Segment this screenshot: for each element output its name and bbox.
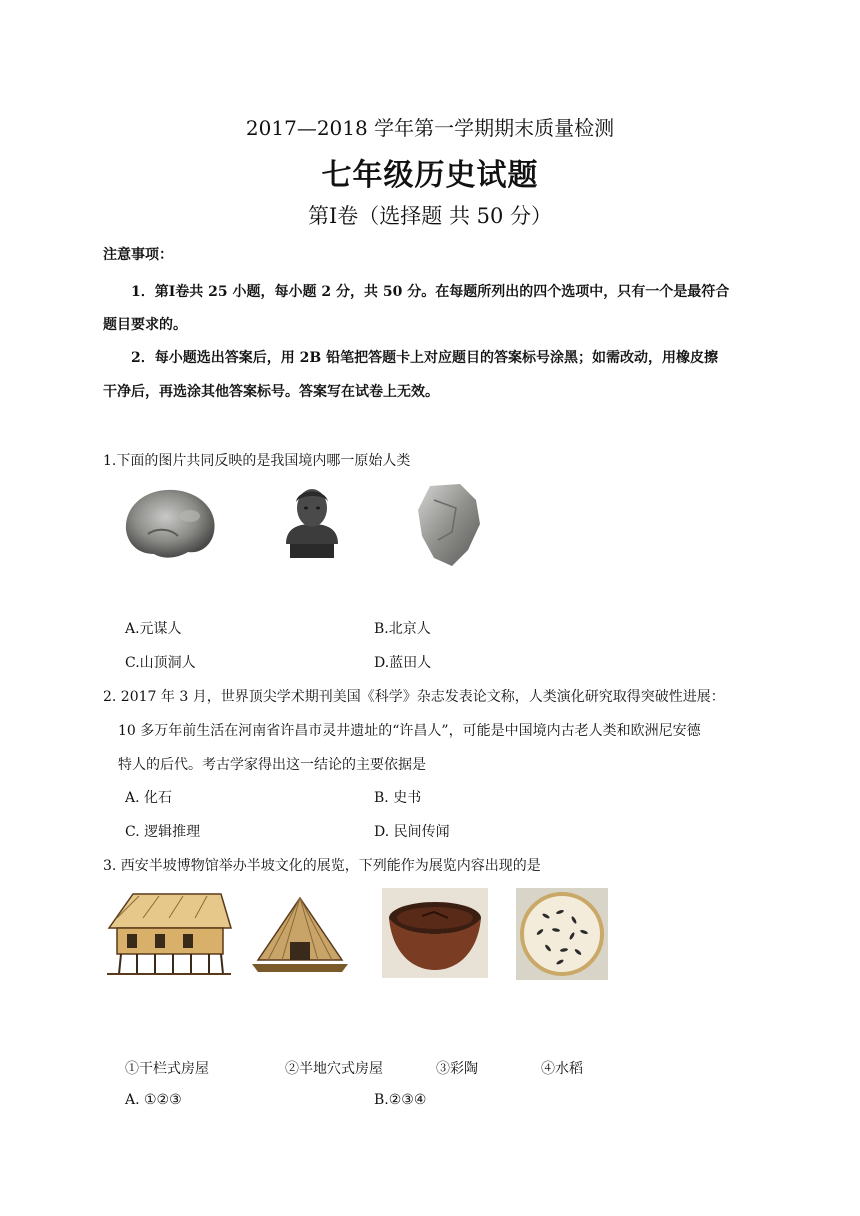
q2-option-d[interactable]: D. 民间传闻 xyxy=(374,824,450,840)
notice-item2-line2: 干净后，再选涂其他答案标号。答案写在试卷上无效。 xyxy=(103,384,439,400)
q3-option-b[interactable]: B.②③④ xyxy=(374,1092,427,1108)
q3-item-2: ②半地穴式房屋 xyxy=(285,1061,383,1077)
exam-title: 七年级历史试题 xyxy=(321,158,539,193)
painted-pottery-image xyxy=(382,888,488,978)
q2-option-c[interactable]: C. 逻辑推理 xyxy=(125,824,201,840)
skull-fossil-image xyxy=(118,482,222,562)
q1-option-c[interactable]: C.山顶洞人 xyxy=(125,655,196,671)
q3-item-1: ①干栏式房屋 xyxy=(125,1061,209,1077)
stone-tool-image xyxy=(412,480,484,568)
notice-item1-line2: 题目要求的。 xyxy=(103,317,187,333)
q2-option-a[interactable]: A. 化石 xyxy=(125,790,173,806)
q3-item-3: ③彩陶 xyxy=(436,1061,478,1077)
q3-item-4: ④水稻 xyxy=(541,1061,583,1077)
q2-stem-line1: 2. 2017 年 3 月，世界顶尖学术期刊美国《科学》杂志发表论文称，人类演化研究取得突破性进展： xyxy=(103,689,725,705)
q2-stem-line3: 特人的后代。考古学家得出这一结论的主要依据是 xyxy=(118,757,426,773)
q1-option-b[interactable]: B.北京人 xyxy=(374,621,431,637)
q1-option-d[interactable]: D.蓝田人 xyxy=(374,655,432,671)
q1-option-a[interactable]: A.元谋人 xyxy=(125,621,182,637)
stilt-house-image xyxy=(103,888,235,980)
notice-item1-line1: 1．第Ⅰ卷共 25 小题，每小题 2 分，共 50 分。在每题所列出的四个选项中，只有一个是最符合 xyxy=(131,284,730,300)
bust-sculpture-image xyxy=(276,482,348,560)
rice-grains-image xyxy=(516,888,608,980)
exam-section-title: 第Ⅰ卷（选择题 共 50 分） xyxy=(307,204,553,228)
notice-item2-line1: 2．每小题选出答案后，用 2B 铅笔把答题卡上对应题目的答案标号涂黑；如需改动，用橡皮擦 xyxy=(131,350,719,366)
q3-stem: 3. 西安半坡博物馆举办半坡文化的展览，下列能作为展览内容出现的是 xyxy=(103,858,541,874)
notice-title: 注意事项： xyxy=(103,247,173,263)
q3-option-a[interactable]: A. ①②③ xyxy=(125,1092,182,1108)
q2-stem-line2: 10 多万年前生活在河南省许昌市灵井遗址的“许昌人”，可能是中国境内古老人类和欧洲尼安德 xyxy=(118,723,701,739)
exam-header-line1: 2017—2018 学年第一学期期末质量检测 xyxy=(245,116,615,140)
semi-subterranean-house-image xyxy=(252,894,348,976)
q1-stem: 1.下面的图片共同反映的是我国境内哪一原始人类 xyxy=(103,453,411,469)
q2-option-b[interactable]: B. 史书 xyxy=(374,790,422,806)
